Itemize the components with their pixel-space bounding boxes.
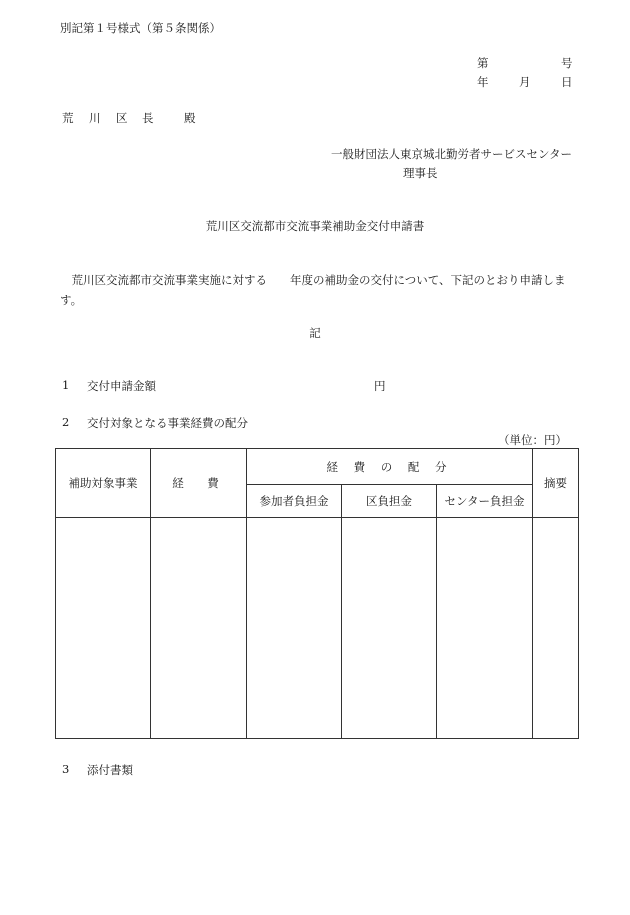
header-project: 補助対象事業 [56,449,151,518]
item1-unit: 円 [374,379,386,393]
date-day: 日 [561,75,573,89]
cell-participant-share[interactable] [247,518,342,739]
date-month: 月 [519,75,531,89]
number-suffix: 号 [561,56,573,70]
item3-number: 3 [62,762,70,776]
applicant-title: 理事長 [403,166,438,180]
item2-number: 2 [62,415,70,429]
table-row [56,518,579,739]
header-allocation: 経 費 の 配 分 [247,449,533,485]
addressee-char: 荒 [62,111,74,125]
header-expense: 経 費 [151,449,247,518]
header-center-share: センター負担金 [437,485,533,518]
expense-allocation-table [55,448,579,739]
cell-remarks[interactable] [533,518,579,739]
item1-number: 1 [62,378,70,392]
item1-label: 交付申請金額 [87,379,156,393]
applicant-organization: 一般財団法人東京城北勤労者サービスセンター [330,147,572,161]
cell-ward-share[interactable] [342,518,437,739]
date-year: 年 [477,75,489,89]
addressee-honorific: 殿 [184,111,196,125]
header-participant-share: 参加者負担金 [247,485,342,518]
item3-label: 添付書類 [87,763,133,777]
addressee-char: 川 [89,111,101,125]
addressee-char: 区 [116,111,128,125]
header-ward-share: 区負担金 [342,485,437,518]
addressee-char: 長 [142,111,154,125]
cell-expense[interactable] [151,518,247,739]
item2-label: 交付対象となる事業経費の配分 [87,416,248,430]
cell-project[interactable] [56,518,151,739]
form-label: 別記第１号様式（第５条関係） [60,21,221,35]
body-text: 荒川区交流都市交流事業実施に対する 年度の補助金の交付について、下記のとおり申請します。 [60,273,566,307]
unit-note: （単位：円） [498,433,567,447]
document-title: 荒川区交流都市交流事業補助金交付申請書 [205,219,425,233]
header-remarks: 摘要 [533,449,579,518]
cell-center-share[interactable] [437,518,533,739]
number-prefix: 第 [477,56,489,70]
ki-heading: 記 [309,326,321,340]
